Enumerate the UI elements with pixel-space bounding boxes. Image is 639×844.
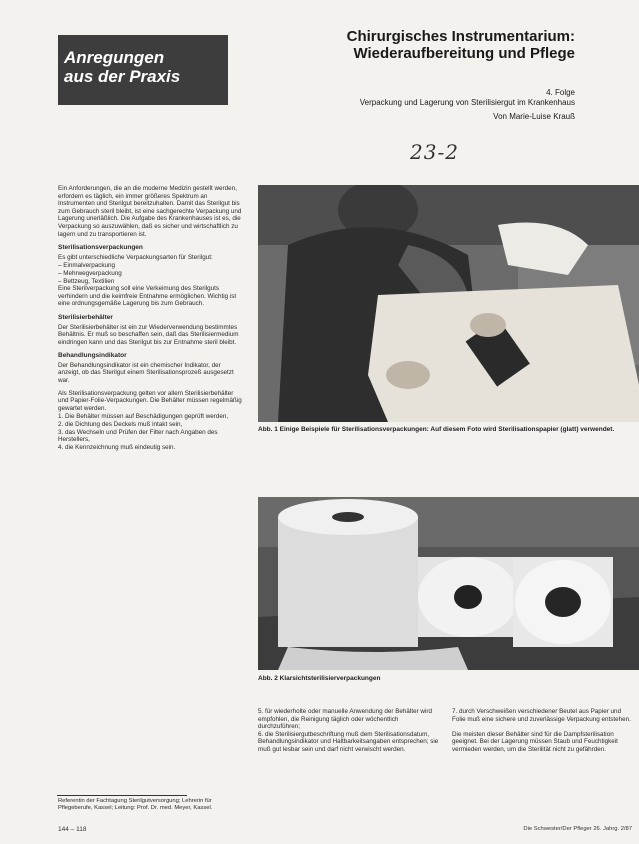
photo-packaging-work-illustration bbox=[258, 185, 639, 422]
title-line-2: Wiederaufbereitung und Pflege bbox=[353, 45, 575, 62]
bottom-column-a: 5. für wiederholte oder manuelle Anwendung der Behälter wird empfohlen, die Reinigung täglich oder wöchentlich durchzuführen; 6. die Sterilisiergutbeschriftung muß dem Sterilisationsdatum, Behandlungsindikator und Haltbarkeitsangaben entsprechen; sie muß gut lesbar sein und darf nicht verwischt werden. bbox=[258, 708, 439, 753]
list-item: 3. das Wechseln und Prüfen der Filter nach Angaben des Herstellers, bbox=[58, 428, 218, 444]
heading-sterilization-container: Sterilisierbehälter bbox=[58, 313, 113, 321]
intro-paragraph: Ein Anforderungen, die an die moderne Medizin gestellt werden, erfordern es täglich, ein immer größeres Spektrum an Instrumenten und Sterilgut bereitzuhalten. Damit das Sterilgut bis zum Gebrauch steril bleibt, ist eine sachgerechte Verpackung und Lagerung unerläßlich. Die Aufgabe des Krankenhauses ist es, die Verpackung so auszuwählen, daß es sicher und wirtschaftlich zu lagern und zu transportieren ist. bbox=[58, 185, 242, 238]
banner-line-1: Anregungen bbox=[64, 48, 165, 67]
heading-sterilization-packaging: Sterilisationsverpackungen bbox=[58, 244, 143, 252]
article-title bbox=[300, 28, 575, 62]
left-column bbox=[58, 185, 244, 451]
journal-footer: Die Schwester/Der Pfleger 26. Jahrg. 2/87 bbox=[523, 826, 632, 832]
figure-caption-2: Abb. 2 Klarsichtsterilisierverpackungen bbox=[258, 675, 381, 682]
series-label: 4. Folge bbox=[546, 88, 575, 97]
list-item: 4. die Kennzeichnung muß eindeutig sein. bbox=[58, 443, 176, 451]
section-banner-text bbox=[64, 48, 229, 86]
photo-packaging-work bbox=[258, 185, 639, 422]
heading-indicator: Behandlungsindikator bbox=[58, 352, 127, 360]
paragraph-packaging-2: Eine Sterilverpackung soll eine Verkeimung des Sterilguts verhindern und die keimfreie Entnahme ermöglichen. Wichtig ist eine ordnungsgemäße Lagerung bis zum Gebrauch. bbox=[58, 285, 237, 308]
article-subtitle: Verpackung und Lagerung von Sterilisiergut im Krankenhaus bbox=[359, 98, 575, 107]
paragraph-indicator-2: Als Sterilisationsverpackung gelten vor allem Sterilisierbehälter und Papier-Folie-Verpackungen. Die Behälter müssen regelmäßig gewartet werden. bbox=[58, 389, 242, 412]
article-author: Von Marie-Luise Krauß bbox=[493, 112, 575, 121]
footnote: Referentin der Fachtagung Sterilgutversorgung; Lehrerin für Pflegeberufe, Kassel; Leitung: Prof. Dr. med. Meyer, Kassel. bbox=[58, 798, 213, 811]
title-line-1: Chirurgisches Instrumentarium: bbox=[346, 28, 575, 45]
list-item: – Bettzeug, Textilien bbox=[58, 277, 115, 285]
list-item: – Einmalverpackung bbox=[58, 262, 116, 270]
figure-caption-1: Abb. 1 Einige Beispiele für Sterilisationsverpackungen: Auf diesem Foto wird Sterilisationspapier (glatt) verwendet. bbox=[258, 426, 615, 433]
photo-sterilization-rolls bbox=[258, 497, 639, 670]
bottom-column-b: 7. durch Verschweißen verschiedener Beutel aus Papier und Folie muß eine sichere und zuverlässige Verpackung entstehen. Die meisten dieser Behälter sind für die Dampfsterilisation geeignet. Bei der Lagerung müssen Staub und Feuchtigkeit vermieden werden, um die Sterilität nicht zu gefährden. bbox=[452, 708, 631, 753]
paragraph-indicator: Der Behandlungsindikator ist ein chemischer Indikator, der anzeigt, ob das Sterilgut einem Sterilisationsprozeß ausgesetzt war. bbox=[58, 361, 234, 385]
list-item: 2. die Dichtung des Deckels muß intakt sein, bbox=[58, 421, 183, 429]
list-item: 1. Die Behälter müssen auf Beschädigungen geprüft werden, bbox=[58, 413, 229, 421]
page-number: 144 – 118 bbox=[58, 826, 87, 833]
list-item: – Mehrwegverpackung bbox=[58, 269, 122, 277]
banner-line-2: aus der Praxis bbox=[64, 67, 181, 86]
paragraph-packaging: Es gibt unterschiedliche Verpackungsarten für Sterilgut: bbox=[58, 253, 213, 261]
footnote-rule bbox=[57, 795, 187, 796]
handwritten-note: 23-2 bbox=[410, 140, 459, 164]
photo-sterilization-rolls-illustration bbox=[258, 497, 639, 670]
paragraph-container: Der Sterilisierbehälter ist ein zur Wiederverwendung bestimmtes Behältnis. Er muß so beschaffen sein, daß das Sterilisiermedium eindringen kann und das Sterilgut bis zur Entnahme steril bleibt. bbox=[58, 323, 239, 346]
